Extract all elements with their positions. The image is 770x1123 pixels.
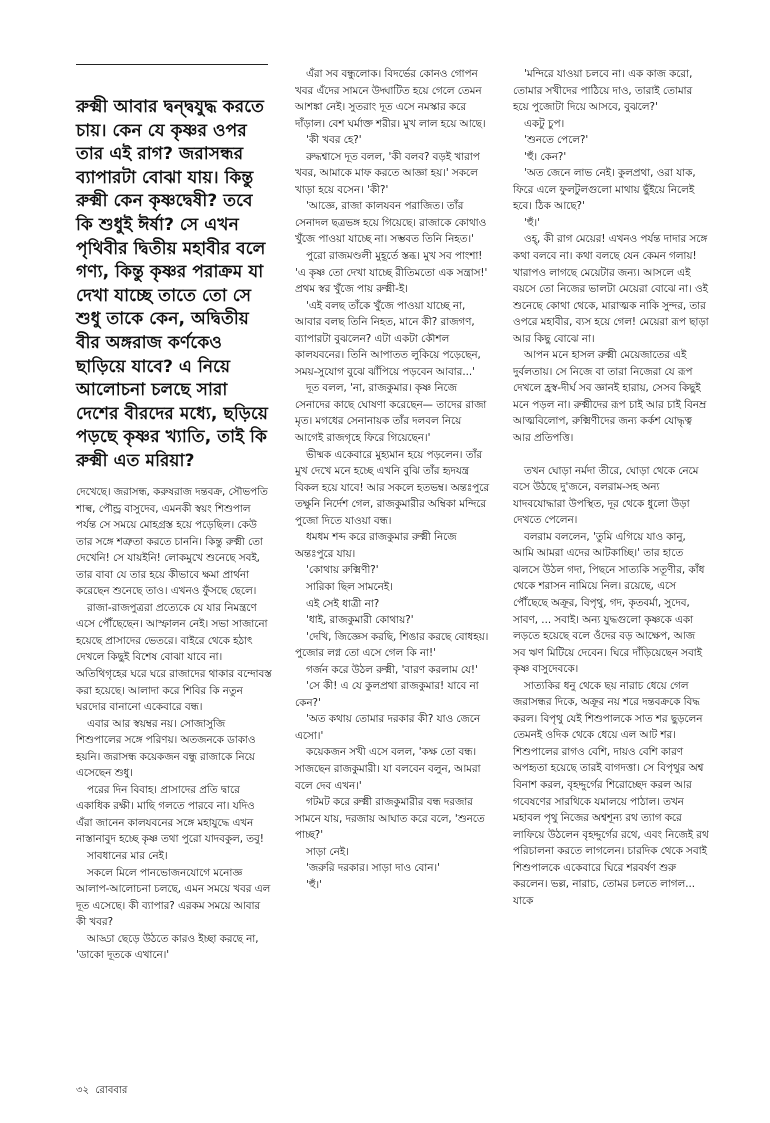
paragraph: 'শুনতে পেলে?' [524, 134, 589, 147]
paragraph: বলরাম বললেন, 'তুমি এগিয়ে যাও কানু, আমি আমরা এদের আটকাচ্ছি।' তার হাতে ঝলসে উঠল গদা, পিছনে সাত্যকি সতূণীর, কাঁধ থেকে শরাসন নামিয়ে নিল। রয়েছে, এসে পৌঁছেছে অক্রূর, বিপৃথু, গদ, কৃতবর্মা, সুদেব, সাবণ, ... সবাই। অন্য যুদ্ধগুলো কৃষ্ণকে একা লড়তে হয়েছে বলে ওঁদের বড় আক্ষেপ, আজ সব ঋণ মিটিয়ে দেবেন। ঘিরে দাঁড়িয়েছেন সবাই কৃষ্ণ বাসুদেবকে। [513, 530, 705, 676]
paragraph: সাত্যকির ধনু থেকে ছয় নারাচ ধেয়ে গেল জরাসন্ধর দিকে, অক্রূর নয় শরে দন্তবক্রকে বিদ্ধ করল। বিপৃথু যেই শিশুপালকে সাত শর ছুড়লেন তেমনই ওদিক থেকে ধেয়ে এল আট শর। শিশুপালের রাগও বেশি, দায়ও বেশি কারণ অপহৃতা হয়েছে তারই বাগদত্তা। সে বিপৃথুর অশ্ব বিনাশ করল, বৃহদ্দুর্গের শিরোচ্ছেদ করল আর গবেষণের সারথিকে যমালয়ে পাঠাল। তখন মহাবল পৃথু নিজের অশ্বশূন্য রথ ত্যাগ করে লাফিয়ে উঠলেন বৃহদ্দুর্গের রথে, এবং নিজেই রথ পরিচালনা করতে লাগলেন। চারদিক থেকে সবাই শিশুপালকে একেবারে ঘিরে শরবর্ষণ শুরু করলেন। ভল্ল, নারাচ, তোমর চলতে লাগল... যাকে [513, 679, 709, 907]
paragraph: দূত বলল, 'না, রাজকুমার। কৃষ্ণ নিজে সেনাদের কাছে ঘোষণা করেছেন— তাদের রাজা মৃত। মগধের সেনানায়ক তাঁর দলবল নিয়ে আগেই রাজগৃহে ফিরে গিয়েছেন।' [295, 382, 487, 445]
paragraph: আড্ডা ছেড়ে উঠতে কারও ইচ্ছা করছে না, 'ডাকো দূতকে এখানে।' [76, 932, 259, 962]
section-divider [76, 64, 268, 65]
paragraph: 'এই বলছ তাঁকে খুঁজে পাওয়া যাচ্ছে না, আবার বলছ তিনি নিহত, মানে কী? রাজগণ, ব্যাপারটা বুঝলেন? এটা একটা কৌশল কালযবনের। তিনি আপাতত লুকিয়ে পড়েছেন, সময়-সুযোগ বুঝে ঝাঁপিয়ে পড়বেন আবার...' [295, 299, 481, 378]
paragraph: 'সে কী! এ যে কুলপ্রথা রাজকুমার! যাবে না কেন?' [295, 680, 479, 709]
paragraph: রাজা-রাজপুত্ররা প্রত্যেকে যে যার নিমন্ত্রণে এসে পৌঁছেছেন। আস্ফালন নেই। সভা সাজানো হয়েছে প্রাসাদের ভেতরে। বাইরে থেকে হঠাৎ দেখলে কিছুই বিশেষ বোঝা যাবে না। অতিথিগৃহের ঘরে ঘরে রাজাদের থাকার বন্দোবস্ত করা হয়েছে। আলাদা করে শিবির কি নতুন ঘরদোর বানানো একেবারে বন্ধ। [76, 601, 272, 714]
paragraph: এই সেই ধাত্রী না? [306, 597, 380, 610]
paragraph: ধমধম শব্দ করে রাজকুমার রুক্মী নিজে অন্তঃপুরে যায়। [295, 531, 457, 560]
paragraph: 'অত জেনে লাভ নেই। কুলপ্রথা, ওরা যাক, ফিরে এলে ফুলটুলগুলো মাথায় ছুঁইয়ে নিলেই হবে। ঠিক আছে?' [513, 167, 696, 213]
paragraph: 'দেখি, জিজ্ঞেস করছি, শিঙার করছে বোধহয়। পুজোর লগ্ন তো এসে গেল কি না!' [295, 630, 489, 660]
text-column-3 [513, 66, 709, 909]
paragraph: একটু চুপ। [524, 117, 565, 130]
paragraph: আপন মনে হাসল রুক্মী মেয়েজাতের এই দুর্বলতায়। সে নিজে বা তারা নিজেরা যে রূপ দেখলে হ্রস্ব-দীর্ঘ সব জ্ঞানই হারায়, সেসব কিছুই মনে পড়ল না। রুক্মীদের রূপ চাই আর চাই বিনম্র আত্মবিলোপ, রুক্মিণীদের জন্য কর্কশ যোদ্ধৃত্ব আর প্রতিপত্তি। [513, 349, 707, 445]
page-footer [76, 1083, 127, 1100]
pull-quote: রুক্মী আবার দ্বন্দ্বযুদ্ধ করতে চায়। কেন যে কৃষ্ণর ওপর তার এই রাগ? জরাসন্ধর ব্যাপারটা বোঝা যায়। কিন্তু রুক্মী কেন কৃষ্ণদ্বেষী? তবে কি শুধুই ঈর্ষা? সে এখন পৃথিবীর দ্বিতীয় মহাবীর বলে গণ্য, কিন্তু কৃষ্ণর পরাক্রম যা দেখা যাচ্ছে তাতে তো সে শুধু তাকে কেন, অদ্বিতীয় বীর অঙ্গরাজ কর্ণকেও ছাড়িয়ে যাবে? এ নিয়ে আলোচনা চলছে সারা দেশের বীরদের মধ্যে, ছড়িয়ে পড়ছে কৃষ্ণর খ্যাতি, তাই কি রুক্মী এত মরিয়া? [76, 97, 269, 471]
paragraph: দেখেছে। জরাসন্ধ, করুষরাজ দন্তবক্র, সৌভপতি শাল্ব, পৌন্ড্র বাসুদেব, এমনকী স্বয়ং শিশুপাল পর্যন্ত সে সময়ে মোহগ্রস্ত হয়ে পড়েছিল। কেউ তার সঙ্গে শত্রুতা করতে চাননি। কিন্তু রুক্মী তো দেখেনি! সে যায়ইনি! লোকমুখে শুনেছে সবই, তার বাবা যে তার হয়ে কীভাবে ক্ষমা প্রার্থনা করেছেন শুনেছে তাও। এখনও ফুঁসছে ছেলে। [76, 486, 268, 598]
paragraph: 'জরুরি দরকার। সাড়া দাও বোন।' [306, 862, 440, 875]
paragraph: এবার আর স্বয়ম্বর নয়। সোজাসুজি শিশুপালের সঙ্গে পরিণয়। অতজনকে ডাকাও হয়নি। জরাসন্ধ কয়েকজন বন্ধু রাজাকে নিয়ে এসেছেন শুধু। [76, 717, 256, 780]
paragraph: গর্জন করে উঠল রুক্মী, 'বারণ করলাম যে!' [306, 663, 478, 676]
paragraph: সাবধানের মার নেই। [87, 850, 168, 863]
text-column-2 [295, 66, 491, 893]
paragraph: এঁরা সব বন্ধুলোক। বিদর্ভের কোনও গোপন খবর এঁদের সামনে উদ্ঘাটিত হয়ে গেলে তেমন আশঙ্কা নেই। সুতরাং দূত এসে নমস্কার করে দাঁড়াল। বেশ ঘর্মাক্ত শরীর। মুখ লাল হয়ে আছে। [295, 68, 486, 130]
magazine-name: রোববার [95, 1085, 128, 1096]
paragraph: 'হুঁ।' [524, 216, 540, 229]
paragraph: সাড়া নেই। [306, 845, 349, 858]
paragraph: পরের দিন বিবাহ। প্রাসাদের প্রতি দ্বারে একাধিক রক্ষী। মাছি গলতে পারবে না। যদিও এঁরা জানেন কালযবনের সঙ্গে মহাযুদ্ধে এখন নাস্তানাবুদ হচ্ছে কৃষ্ণ তথা পুরো যাদবকুল, তবু! [76, 783, 264, 846]
paragraph: 'কী খবর হে?' [306, 134, 362, 147]
paragraph: 'আজ্ঞে, রাজা কালযবন পরাজিত। তাঁর সেনাদল ছত্রভঙ্গ হয়ে গিয়েছে। রাজাকে কোথাও খুঁজে পাওয়া যাচ্ছে না। সম্ভবত তিনি নিহত।' [295, 200, 487, 246]
page-number: ৩২ [76, 1085, 90, 1096]
paragraph: পুরো রাজমণ্ডলী মুহূর্তে স্তব্ধ। মুখ সব পাংশা! 'এ কৃষ্ণ তো দেখা যাচ্ছে রীতিমতো এক সন্ত্রাস!' প্রথম স্বর খুঁজে পায় রুক্মী-ই। [295, 250, 488, 296]
paragraph: ওহ্, কী রাগ মেয়ের! এখনও পর্যন্ত দাদার সঙ্গে কথা বলবে না। কথা বলছে যেন কেমন গলায়! খারাপও লাগছে মেয়েটার জন্য। আসলে এই বয়সে তো নিজের ভালটা মেয়েরা বোঝে না। ওই শুনেছে কোথা থেকে, মারাত্মক নাকি সুন্দর, তার ওপরে মহাবীর, ব্যস হয়ে গেল! মেয়েরা রূপ ছাড়া আর কিছু বোঝে না। [513, 233, 709, 345]
paragraph: 'হুঁ। কেন?' [524, 150, 567, 163]
paragraph: 'মন্দিরে যাওয়া চলবে না। এক কাজ করো, তোমার সখীদের পাঠিয়ে দাও, তারাই তোমার হয়ে পুজোটা দিয়ে আসবে, বুঝলে?' [513, 68, 693, 114]
paragraph: 'অত কথায় তোমার দরকার কী? যাও জেনে এসো।' [295, 713, 481, 742]
paragraph: তখন ঘোড়া নর্মদা তীরে, ঘোড়া থেকে নেমে বসে উঠছে দু'জনে, বলরাম-সহ অন্য যাদবযোদ্ধারা উপস্থিত, দূর থেকে ধুলো উড়া দেখতে পেলেন। [513, 464, 699, 527]
paragraph: 'হুঁ।' [306, 878, 322, 891]
paragraph: গটমট করে রুক্মী রাজকুমারীর বন্ধ দরজার সামনে যায়, দরজায় আঘাত করে বলে, 'শুনতে পাচ্ছ?' [295, 796, 485, 842]
paragraph: সকলে মিলে পানভোজনযোগে মনোজ্ঞ আলাপ-আলোচনা চলছে, এমন সময়ে খবর এল দূত এসেছে। কী ব্যাপার? এরকম সময়ে আবার কী খবর? [76, 866, 271, 929]
text-column-1 [76, 484, 272, 964]
paragraph: কয়েকজন সখী এসে বলল, 'কক্ষ তো বন্ধ। সাজছেন রাজকুমারী। যা বলবেন বলুন, আমরা বলে দেব এখন।' [295, 746, 481, 792]
paragraph: সারিকা ছিল সামনেই। [306, 580, 393, 593]
paragraph: 'ধাই, রাজকুমারী কোথায়?' [306, 614, 414, 627]
paragraph: রুদ্ধশ্বাসে দূত বলল, 'কী বলব? বড়ই খারাপ খবর, আমাকে মাফ করতে আজ্ঞা হয়।' সকলে খাড়া হয়ে বসেন। 'কী?' [295, 150, 480, 196]
paragraph: ভীষ্মক একেবারে মুহ্যমান হয়ে পড়লেন। তাঁর মুখ দেখে মনে হচ্ছে এখনি বুঝি তাঁর হৃদযন্ত্র বিকল হয়ে যাবে! আর সকলে হতভম্ব। অন্তঃপুরে তক্ষুনি নির্দেশ গেল, রাজকুমারীর অম্বিকা মন্দিরে পুজো দিতে যাওয়া বন্ধ। [295, 448, 490, 527]
paragraph: 'কোথায় রুক্মিণী?' [306, 564, 379, 577]
